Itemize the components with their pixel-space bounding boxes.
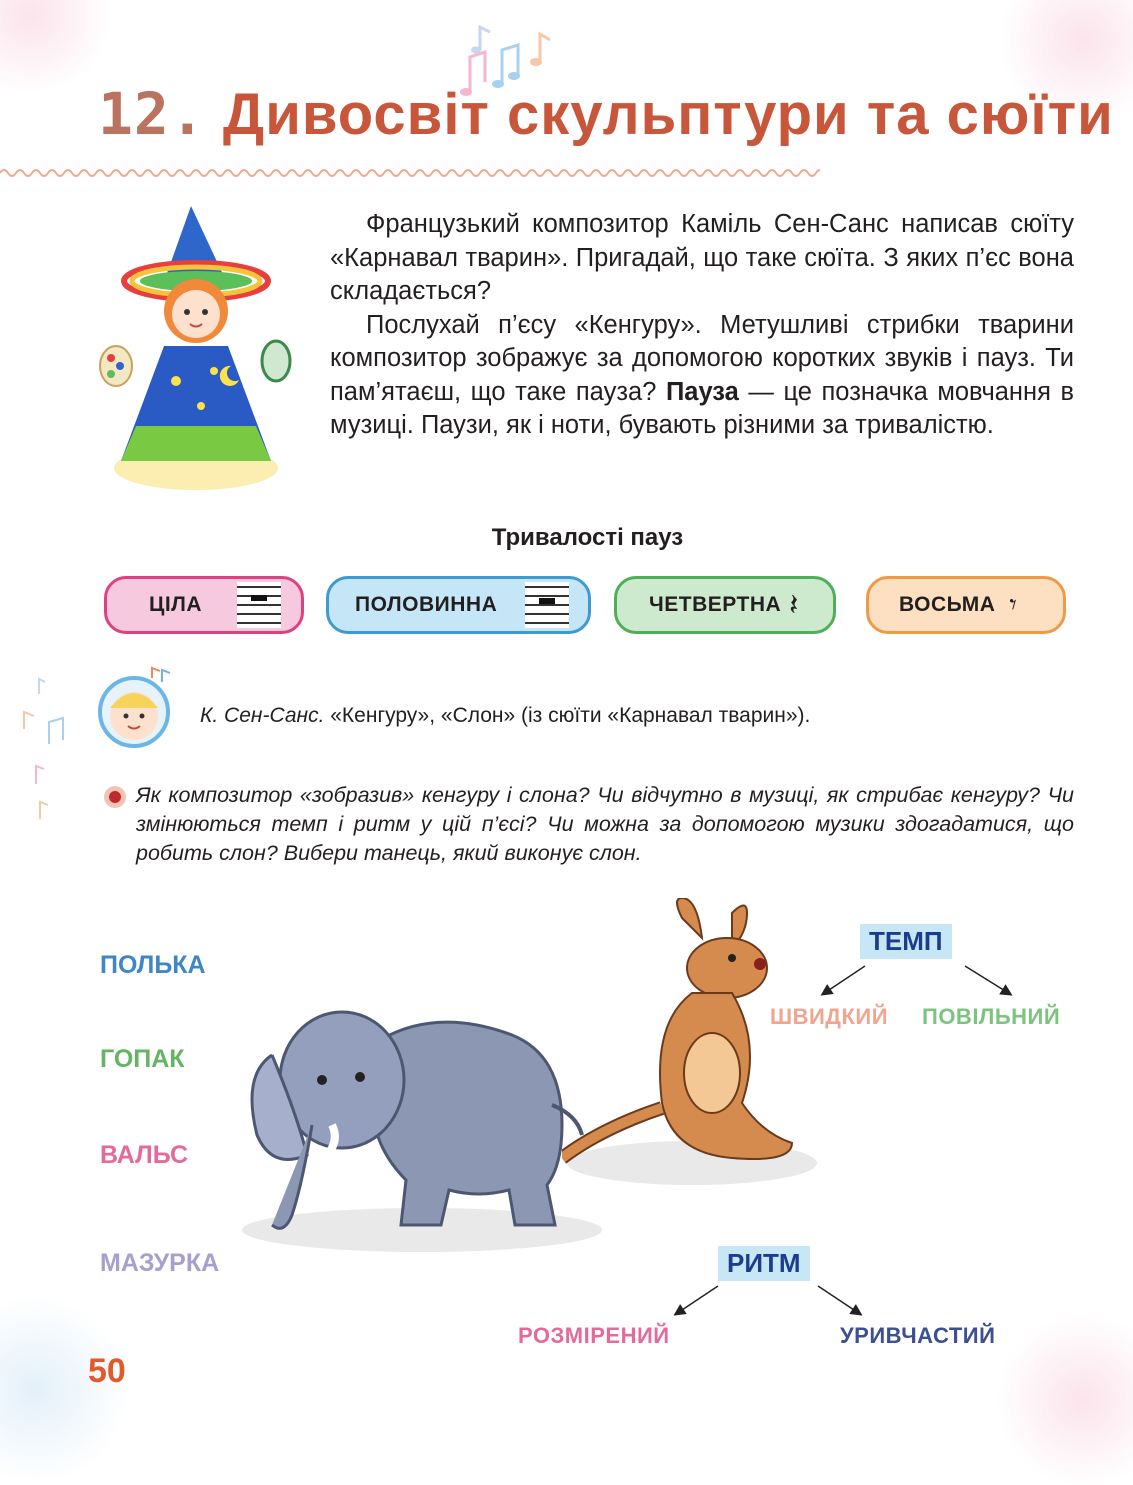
listening-works: «Кенгуру», «Слон» (із сюїти «Карнавал тварин»). [324, 704, 811, 727]
page-title [98, 80, 1114, 148]
listening-headphones-icon [96, 664, 176, 754]
quarter-rest-icon: 𝄽 [789, 587, 799, 623]
corner-decoration-top-left [0, 0, 120, 90]
intro-paragraph-1: Французький композитор Каміль Сен-Санс написав сюїту «Карнавал тварин». Пригадай, що таке сюїта. З яких п’єс вона складається? [330, 210, 1074, 305]
title-underline-wave [0, 166, 820, 180]
tempo-tag: ТЕМП [860, 924, 952, 959]
pause-half-card [326, 576, 591, 634]
intro-paragraph-2 [330, 309, 1074, 443]
pause-half-label: ПОЛОВИННА [355, 593, 498, 616]
pause-eighth-card [866, 576, 1066, 634]
kangaroo-illustration [562, 898, 822, 1188]
rhythm-arrows [668, 1282, 878, 1322]
tempo-slow: ПОВІЛЬНИЙ [922, 1004, 1061, 1029]
pause-quarter-card [614, 576, 836, 634]
lesson-number: 12. [98, 80, 206, 148]
rhythm-tag: РИТМ [718, 1246, 810, 1281]
pause-eighth-label: ВОСЬМА [899, 593, 996, 616]
elephant-illustration [232, 985, 602, 1255]
intro-text [330, 208, 1074, 443]
listening-composer: К. Сен-Санс. [200, 704, 325, 727]
page-number: 50 [88, 1352, 126, 1390]
tempo-fast: ШВИДКИЙ [770, 1004, 889, 1029]
dance-option-mazurka: МАЗУРКА [100, 1249, 220, 1277]
rhythm-abrupt: УРИВЧАСТИЙ [840, 1323, 996, 1348]
rhythm-measured: РОЗМІРЕНИЙ [518, 1323, 670, 1348]
pause-quarter-label: ЧЕТВЕРТНА [649, 593, 782, 616]
listening-assignment [200, 704, 810, 728]
half-rest-staff-icon [525, 582, 569, 628]
question-text: Як композитор «зобразив» кенгуру і слона? Чи відчутно в музиці, як стрибає кенгуру? Чи змінюються темп і ритм у цій п’єсі? Чи можна за допомогою музики здогадатися, що робить слон? Вибери танець, який виконує слон. [136, 783, 1074, 865]
pause-durations-heading: Тривалості пауз [491, 524, 684, 551]
whole-rest-staff-icon [237, 582, 281, 628]
pause-term: Пауза [665, 377, 739, 406]
lesson-title: Дивосвіт скульптури та сюїти [222, 82, 1114, 147]
intro-p2-start: Послухай п’єсу «Кенгуру». Метушливі стрибки тварини композитор зображує за допомогою коротких звуків і пауз. Ти пам’ятаєш, що таке пауза? [330, 310, 1074, 406]
corner-decoration-bottom-right [993, 1315, 1133, 1485]
dance-option-hopak: ГОПАК [100, 1045, 185, 1073]
pause-whole-card [104, 576, 304, 634]
fairy-illustration [96, 206, 296, 496]
question-bullet-icon [102, 784, 128, 810]
tempo-arrows [815, 962, 1025, 1002]
intro-p2-end: — це позначка мовчання в музиці. Паузи, як і ноти, бувають різними за тривалістю. [330, 377, 1074, 439]
side-music-notes-icon [14, 674, 74, 834]
dance-option-waltz: ВАЛЬС [100, 1141, 189, 1169]
eighth-rest-icon: 𝄾 [1009, 588, 1018, 621]
pause-whole-label: ЦІЛА [149, 593, 203, 616]
dance-option-polka: ПОЛЬКА [100, 951, 206, 979]
